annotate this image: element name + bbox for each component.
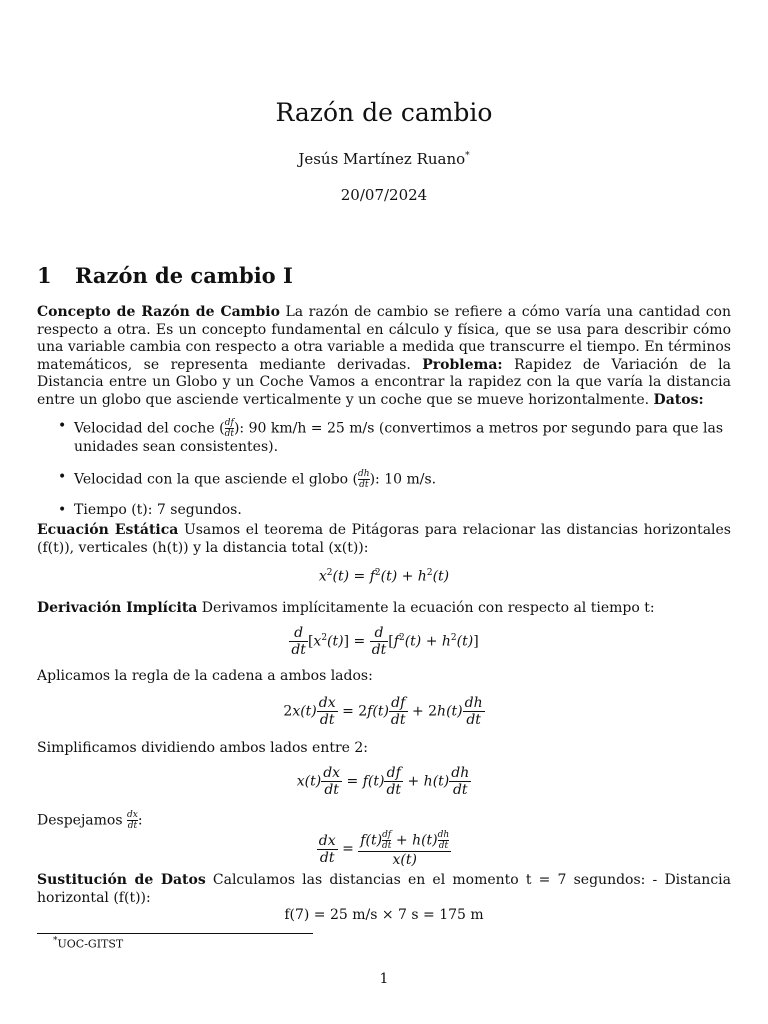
bullet-text: Velocidad del coche ( [74, 420, 225, 437]
list-item [37, 418, 731, 457]
concept-label: Concepto de Razón de Cambio [37, 304, 280, 320]
equation-solution: $\frac{dx}{dt}$ = f(t) $\frac{df}{dt}$ + h(t) $\frac{dh}{dt}$ x(t) [318, 830, 450, 868]
equation-horizontal-distance: f(7) = 25 m/s × 7 s = 175 m [284, 907, 484, 923]
problem-label: Problema: [422, 356, 503, 373]
footnote-mark: * [53, 936, 58, 946]
implicit-label: Derivación Implícita [37, 600, 198, 616]
bullet-icon: • [58, 418, 67, 434]
author-line [0, 150, 768, 168]
list-item [37, 502, 731, 520]
equation-pythagoras: $x^2(t) = f^2(t) + h^2(t)$ [318, 568, 450, 585]
equation-implicit-derivative: $\frac{d}{dt}$ $[x^2(t)]$ = $\frac{d}{dt}$ $[f^2(t) + h^2(t)]$ [291, 625, 479, 658]
chain-rule-text: Aplicamos la regla de la cadena a ambos lados: [37, 668, 373, 684]
bullet-icon: • [58, 501, 67, 518]
section-number: 1 [37, 263, 52, 288]
bullet-text: Velocidad con la que asciende el globo ( [74, 471, 359, 487]
bullet-icon: • [58, 468, 67, 485]
substitution-label: Sustitución de Datos [37, 872, 206, 888]
data-list [37, 418, 731, 531]
footnote-rule [37, 933, 313, 934]
paper-title: Razón de cambio [275, 98, 493, 127]
section-heading [37, 263, 293, 288]
problem-text: Rapidez de Variación de la Distancia entre un Globo y un Coche Vamos a encontrar la rapidez con la que varía la distancia entre un globo que asciende verticalmente y un coche que se mueve horizontalmente. [37, 356, 732, 408]
equation-simplified: x(t) $\frac{dx}{dt}$ = f(t) $\frac{df}{dt}$ + h(t) $\frac{dh}{dt}$ [296, 765, 470, 798]
simplify-text: Simplificamos dividiendo ambos lados entre 2: [37, 740, 369, 756]
static-equation-paragraph [37, 522, 731, 557]
static-label: Ecuación Estática [37, 522, 179, 538]
dh-dt-fraction: $\frac{dh}{dt}$ [358, 468, 370, 490]
footnote-text: UOC-GITST [57, 937, 124, 951]
substitution-text: Calculamos las distancias en el momento t = 7 segundos: - Distancia horizontal (f(t)): [37, 872, 731, 906]
implicit-paragraph [37, 600, 731, 618]
list-item [37, 469, 731, 490]
concept-text: La razón de cambio se refiere a cómo varía una cantidad con respecto a otra. Es un concepto fundamental en cálculo y física, que se usa para describir cómo una variable cambia con respecto a otra variable a medida que transcurre el tiempo. En términos matemáticos, se representa mediante derivadas. [37, 304, 731, 373]
footnote [53, 936, 123, 951]
paper-date: 20/07/2024 [340, 186, 428, 204]
data-label: Datos: [653, 391, 704, 408]
page-number: 1 [379, 971, 389, 987]
df-dt-fraction: $\frac{df}{dt}$ [224, 418, 234, 439]
solve-text: Despejamos [37, 812, 127, 829]
solve-paragraph: Despejamos $\frac{dx}{dt}$ : [37, 810, 143, 831]
bullet-text: ): 10 m/s. [369, 471, 437, 487]
bullet-text: ): 90 km/h = 25 m/s (convertimos a metros por segundo para que las unidades sean consistentes). [74, 420, 724, 455]
static-text: Usamos el teorema de Pitágoras para relacionar las distancias horizontales (f(t)), verticales (h(t)) y la distancia total (x(t)): [37, 522, 731, 556]
dx-dt-fraction: $\frac{dx}{dt}$ [126, 810, 138, 831]
author-footnote-mark: * [465, 151, 470, 161]
author-name: Jesús Martínez Ruano [298, 150, 466, 168]
equation-chain-rule: 2x(t) $\frac{dx}{dt}$ = 2f(t) $\frac{df}{dt}$ + 2h(t) $\frac{dh}{dt}$ [283, 695, 483, 728]
intro-paragraph [37, 304, 731, 409]
implicit-text: Derivamos implícitamente la ecuación con respecto al tiempo t: [197, 600, 655, 616]
substitution-paragraph [37, 872, 731, 907]
section-title: Razón de cambio I [75, 263, 293, 288]
bullet-text: Tiempo (t): 7 segundos. [74, 501, 242, 518]
